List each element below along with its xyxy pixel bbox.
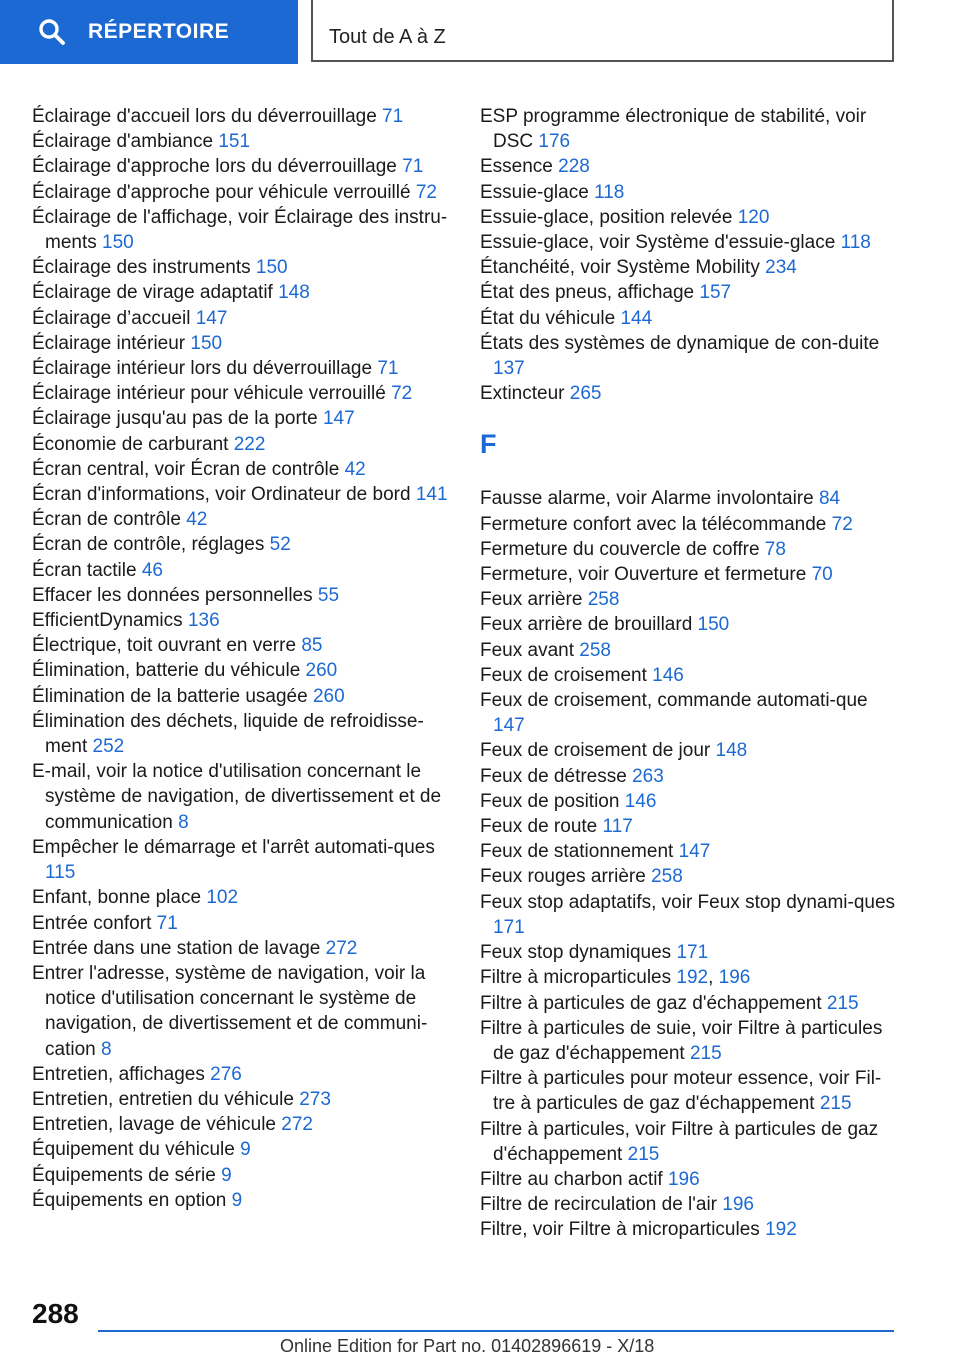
index-entry xyxy=(480,104,900,154)
index-entry xyxy=(480,738,900,763)
index-entry xyxy=(32,558,452,583)
entry-text: Feux arrière de brouillard xyxy=(480,614,693,636)
page-link[interactable]: 215 xyxy=(627,1143,660,1165)
entry-text: Fermeture, voir Ouverture et fermeture xyxy=(480,564,807,586)
page-link[interactable]: 115 xyxy=(45,862,76,884)
page-link[interactable]: 118 xyxy=(594,181,625,203)
entry-text: Fermeture confort avec la télécommande xyxy=(480,513,827,535)
page-link[interactable]: 70 xyxy=(811,564,833,586)
entry-text: Électrique, toit ouvrant en verre xyxy=(32,635,297,657)
entry-text: Élimination de la batterie usagée xyxy=(32,685,308,707)
entry-text: État du véhicule xyxy=(480,307,616,329)
entry-text: Élimination, batterie du véhicule xyxy=(32,660,301,682)
page-link[interactable]: 192 xyxy=(676,967,709,989)
page-link[interactable]: 147 xyxy=(678,841,711,863)
entry-text: État des pneus, affichage xyxy=(480,282,695,304)
index-entry xyxy=(480,255,900,280)
index-entry xyxy=(32,1112,452,1137)
index-entry xyxy=(32,1163,452,1188)
index-entry xyxy=(32,255,452,280)
entry-text: Feux de détresse xyxy=(480,765,627,787)
entry-text: Fausse alarme, voir Alarme involontaire xyxy=(480,488,814,510)
index-entry xyxy=(32,482,452,507)
index-entry xyxy=(480,839,900,864)
index-entry xyxy=(32,633,452,658)
index-entry xyxy=(480,688,900,738)
index-entry xyxy=(480,486,900,511)
search-icon xyxy=(38,18,66,46)
entry-text: Empêcher le démarrage et l'arrêt automati-ques xyxy=(32,836,435,858)
entry-text: Entrée confort xyxy=(32,912,152,934)
index-entry xyxy=(32,885,452,910)
entry-text: Effacer les données personnelles xyxy=(32,584,313,606)
index-entry xyxy=(480,940,900,965)
page-link[interactable]: 263 xyxy=(632,765,664,787)
entry-text: Feux arrière xyxy=(480,589,583,611)
entry-text: Éclairage d'ambiance xyxy=(32,131,214,153)
index-entry xyxy=(480,1167,900,1192)
index-column-left xyxy=(32,104,452,1213)
page-link[interactable]: 9 xyxy=(240,1139,251,1161)
page-link[interactable]: 196 xyxy=(667,1168,700,1190)
letter-heading: F xyxy=(480,429,497,460)
index-entry xyxy=(480,764,900,789)
page-link[interactable]: 196 xyxy=(718,967,751,989)
index-entry xyxy=(32,709,452,759)
index-entry xyxy=(32,104,452,129)
entry-text: Filtre de recirculation de l'air xyxy=(480,1194,717,1216)
entry-text: Écran central, voir Écran de contrôle xyxy=(32,458,340,480)
entry-text: Équipement du véhicule xyxy=(32,1139,235,1161)
page-link[interactable]: 215 xyxy=(826,992,859,1014)
index-entry xyxy=(480,205,900,230)
page-link[interactable]: 85 xyxy=(301,635,323,657)
entry-text: Élimination des déchets, liquide de refroidisse-ment xyxy=(32,710,424,758)
index-entry xyxy=(480,663,900,688)
page-link[interactable]: 9 xyxy=(221,1164,232,1186)
page-link[interactable]: 9 xyxy=(231,1189,243,1211)
index-entry xyxy=(480,1016,900,1066)
page-link[interactable]: 55 xyxy=(317,584,340,606)
entry-text: Essuie-glace, position relevée xyxy=(480,206,733,228)
entry-text: ESP programme électronique de stabilité, voir DSC xyxy=(480,106,867,153)
index-entry xyxy=(32,684,452,709)
entry-text: Feux de croisement de jour xyxy=(480,740,711,762)
page-number: 288 xyxy=(32,1298,79,1329)
page-link[interactable]: 117 xyxy=(602,816,633,838)
page-link[interactable]: 84 xyxy=(818,488,841,510)
entry-text: Équipements en option xyxy=(32,1189,227,1211)
page-link[interactable]: 215 xyxy=(819,1093,852,1115)
page-link[interactable]: 196 xyxy=(722,1194,754,1216)
page-link[interactable]: 258 xyxy=(651,866,683,888)
index-entry xyxy=(480,230,900,255)
page-link[interactable]: 150 xyxy=(697,614,730,636)
index-entry xyxy=(32,1087,452,1112)
page-link[interactable]: 273 xyxy=(299,1088,331,1110)
entry-text: Éclairage de l'affichage, voir Éclairage des instru-ments xyxy=(32,206,448,254)
entry-text: Écran de contrôle xyxy=(32,509,181,531)
page-link[interactable]: 272 xyxy=(325,937,358,959)
page-link[interactable]: 258 xyxy=(587,589,620,611)
index-entry xyxy=(32,583,452,608)
entry-text: Feux de route xyxy=(480,816,598,838)
entry-text: Essuie-glace, voir Système d'essuie-glace xyxy=(480,232,836,254)
index-entry xyxy=(480,638,900,663)
page-link[interactable]: 136 xyxy=(187,610,220,632)
page-link[interactable]: 71 xyxy=(402,156,424,178)
index-entry xyxy=(480,537,900,562)
page-link[interactable]: 52 xyxy=(269,534,291,556)
entry-text: Entretien, lavage de véhicule xyxy=(32,1114,276,1136)
page-link[interactable]: 258 xyxy=(579,639,611,661)
page-link[interactable]: 144 xyxy=(620,307,653,329)
page-link[interactable]: 150 xyxy=(190,332,223,354)
index-entry xyxy=(480,280,900,305)
page-link[interactable]: 71 xyxy=(377,358,399,380)
page-link[interactable]: 215 xyxy=(689,1042,722,1064)
repertoire-label: RÉPERTOIRE xyxy=(88,20,230,43)
page-link[interactable]: 8 xyxy=(178,811,189,833)
index-entry xyxy=(32,356,452,381)
repertoire-button[interactable] xyxy=(0,0,298,64)
index-entry xyxy=(32,280,452,305)
entry-text: Équipements de série xyxy=(32,1164,216,1186)
page-link[interactable]: 72 xyxy=(391,383,413,405)
index-entry xyxy=(480,890,900,940)
index-entry xyxy=(480,1192,900,1217)
page-link[interactable]: 146 xyxy=(652,664,684,686)
footer-divider xyxy=(98,1330,894,1332)
index-entry xyxy=(480,1217,900,1242)
page-link[interactable]: 265 xyxy=(569,383,602,405)
entry-text: Éclairage d'accueil lors du déverrouillage xyxy=(32,106,377,127)
page-link[interactable]: 151 xyxy=(218,131,251,153)
page-link[interactable]: 46 xyxy=(141,559,163,581)
index-entry xyxy=(480,306,900,331)
entry-text: Entrée dans une station de lavage xyxy=(32,937,321,959)
entry-text: Filtre à particules de gaz d'échappement xyxy=(480,992,822,1014)
entry-text: Feux de croisement xyxy=(480,664,647,686)
page-link[interactable]: 42 xyxy=(344,458,366,480)
page-link[interactable]: 146 xyxy=(624,790,657,812)
entry-text: Feux stop dynamiques xyxy=(480,942,672,964)
entry-text: Feux stop adaptatifs, voir Feux stop dynami-ques xyxy=(480,891,896,913)
entry-text: Essuie-glace xyxy=(480,181,589,203)
index-entry xyxy=(32,759,452,835)
page-link[interactable]: 234 xyxy=(765,257,797,279)
index-entry xyxy=(480,789,900,814)
index-entry xyxy=(32,507,452,532)
page-link[interactable]: 71 xyxy=(382,106,404,127)
page-link[interactable]: 141 xyxy=(415,484,448,506)
index-entry xyxy=(32,1062,452,1087)
entry-text: Entretien, affichages xyxy=(32,1063,205,1085)
entry-text: Fermeture du couvercle de coffre xyxy=(480,538,760,560)
index-entry xyxy=(480,1117,900,1167)
entry-text: États des systèmes de dynamique de con-duite xyxy=(480,332,880,354)
entry-text: Écran d'informations, voir Ordinateur de bord xyxy=(32,484,411,506)
entry-text: Étanchéité, voir Système Mobility xyxy=(480,257,760,279)
entry-text: Filtre à particules de suie, voir Filtre à particules de gaz d'échappement xyxy=(480,1017,883,1064)
index-entry xyxy=(32,608,452,633)
index-entry xyxy=(32,154,452,179)
index-entry xyxy=(480,587,900,612)
index-entry xyxy=(480,814,900,839)
entry-text: Entretien, entretien du véhicule xyxy=(32,1088,294,1110)
entry-text: Feux de stationnement xyxy=(480,841,674,863)
index-entry xyxy=(32,1137,452,1162)
entry-text: Feux avant xyxy=(480,639,574,661)
page-link[interactable]: 118 xyxy=(840,232,871,254)
page-link[interactable]: 252 xyxy=(92,736,125,758)
index-entry xyxy=(32,658,452,683)
index-entry xyxy=(32,331,452,356)
index-entry xyxy=(32,1188,452,1213)
entry-text: Filtre à microparticules xyxy=(480,967,672,989)
page-link[interactable]: 148 xyxy=(715,740,748,762)
index-entry xyxy=(32,381,452,406)
entry-text: E-mail, voir la notice d'utilisation concernant le système de navigation, de divertissement et de communication xyxy=(32,761,442,833)
index-entry xyxy=(32,406,452,431)
entry-text: Essence xyxy=(480,156,553,178)
index-entry xyxy=(32,936,452,961)
index-entry xyxy=(32,306,452,331)
entry-text: Éclairage d'approche lors du déverrouillage xyxy=(32,156,397,178)
page-link[interactable]: 176 xyxy=(538,131,571,153)
page-link[interactable]: 171 xyxy=(493,916,525,938)
footer-text: Online Edition for Part no. 01402896619 - X/18 xyxy=(280,1336,655,1356)
index-entry: Filtre à microparticules 192, 196 xyxy=(480,967,751,989)
page-link[interactable]: 157 xyxy=(699,282,732,304)
entry-text: Enfant, bonne place xyxy=(32,887,202,909)
index-entry xyxy=(480,180,900,205)
page-link[interactable]: 272 xyxy=(281,1114,313,1136)
page-link[interactable]: 78 xyxy=(764,538,786,560)
page-link[interactable]: 148 xyxy=(278,282,310,304)
page-link[interactable]: 147 xyxy=(195,307,228,329)
entry-text: Éclairage intérieur pour véhicule verrouillé xyxy=(32,383,386,405)
page-link[interactable]: 102 xyxy=(206,887,239,909)
entry-text: Écran tactile xyxy=(32,559,137,581)
index-entry xyxy=(480,991,900,1016)
page-link[interactable]: 171 xyxy=(676,942,709,964)
entry-text: Feux de croisement, commande automati-que xyxy=(480,690,868,712)
index-column-right xyxy=(480,104,900,1243)
entry-text: Éclairage d’accueil xyxy=(32,307,191,329)
page-link[interactable]: 147 xyxy=(493,715,525,737)
index-entry xyxy=(480,154,900,179)
index-entry xyxy=(480,512,900,537)
index-entry xyxy=(32,457,452,482)
header xyxy=(0,0,960,66)
page-link[interactable]: 150 xyxy=(102,232,134,254)
index-entry xyxy=(32,205,452,255)
index-entry xyxy=(32,180,452,205)
index-entry xyxy=(32,961,452,1062)
entry-text: Filtre à particules pour moteur essence, voir Fil-tre à particules de gaz d'échappement xyxy=(480,1068,882,1115)
index-entry xyxy=(32,911,452,936)
page-link[interactable]: 192 xyxy=(765,1219,797,1241)
page-link[interactable]: 147 xyxy=(322,408,355,430)
entry-text: Éclairage jusqu'au pas de la porte xyxy=(32,408,318,430)
entry-text: Éclairage intérieur lors du déverrouillage xyxy=(32,358,373,380)
page-link[interactable]: 72 xyxy=(415,181,437,203)
entry-text: Filtre, voir Filtre à microparticules xyxy=(480,1219,760,1241)
entry-text: Feux rouges arrière xyxy=(480,866,646,888)
entry-text: Éclairage des instruments xyxy=(32,257,251,279)
entry-text: Éclairage de virage adaptatif xyxy=(32,282,273,304)
entry-text: Économie de carburant xyxy=(32,433,229,455)
index-entry xyxy=(480,612,900,637)
entry-text: EfficientDynamics xyxy=(32,610,183,632)
index-entry xyxy=(32,835,452,885)
page-link[interactable]: 42 xyxy=(186,509,208,531)
index-entry xyxy=(480,331,900,381)
index-entry xyxy=(32,532,452,557)
index-entry xyxy=(480,381,900,406)
page-link[interactable]: 260 xyxy=(305,660,338,682)
index-entry xyxy=(480,864,900,889)
index-entry xyxy=(32,432,452,457)
page-link[interactable]: 120 xyxy=(737,206,770,228)
page-link[interactable]: 71 xyxy=(156,912,178,934)
page-link[interactable]: 150 xyxy=(255,257,288,279)
page-link[interactable]: 222 xyxy=(233,433,266,455)
entry-text: Extincteur xyxy=(480,383,565,405)
page-link[interactable]: 72 xyxy=(831,513,853,535)
page-link[interactable]: 276 xyxy=(210,1063,242,1085)
index-entry xyxy=(32,129,452,154)
entry-text: Éclairage intérieur xyxy=(32,332,186,354)
page-link[interactable]: 260 xyxy=(312,685,345,707)
index-entry xyxy=(480,562,900,587)
entry-text: Écran de contrôle, réglages xyxy=(32,534,265,556)
entry-text: Éclairage d'approche pour véhicule verrouillé xyxy=(32,181,411,203)
page-link[interactable]: 8 xyxy=(100,1038,112,1060)
entry-text: Filtre au charbon actif xyxy=(480,1168,663,1190)
page-link[interactable]: 228 xyxy=(558,156,590,178)
entry-text: Filtre à particules, voir Filtre à particules de gaz d'échappement xyxy=(480,1118,879,1165)
entry-text: Entrer l'adresse, système de navigation, voir la notice d'utilisation concernant le système de navigation, de divertissement et de communi-cation xyxy=(32,962,428,1060)
section-title: Tout de A à Z xyxy=(311,0,894,62)
entry-text: Feux de position xyxy=(480,790,620,812)
index-entry xyxy=(480,1066,900,1116)
page-link[interactable]: 137 xyxy=(493,358,525,380)
